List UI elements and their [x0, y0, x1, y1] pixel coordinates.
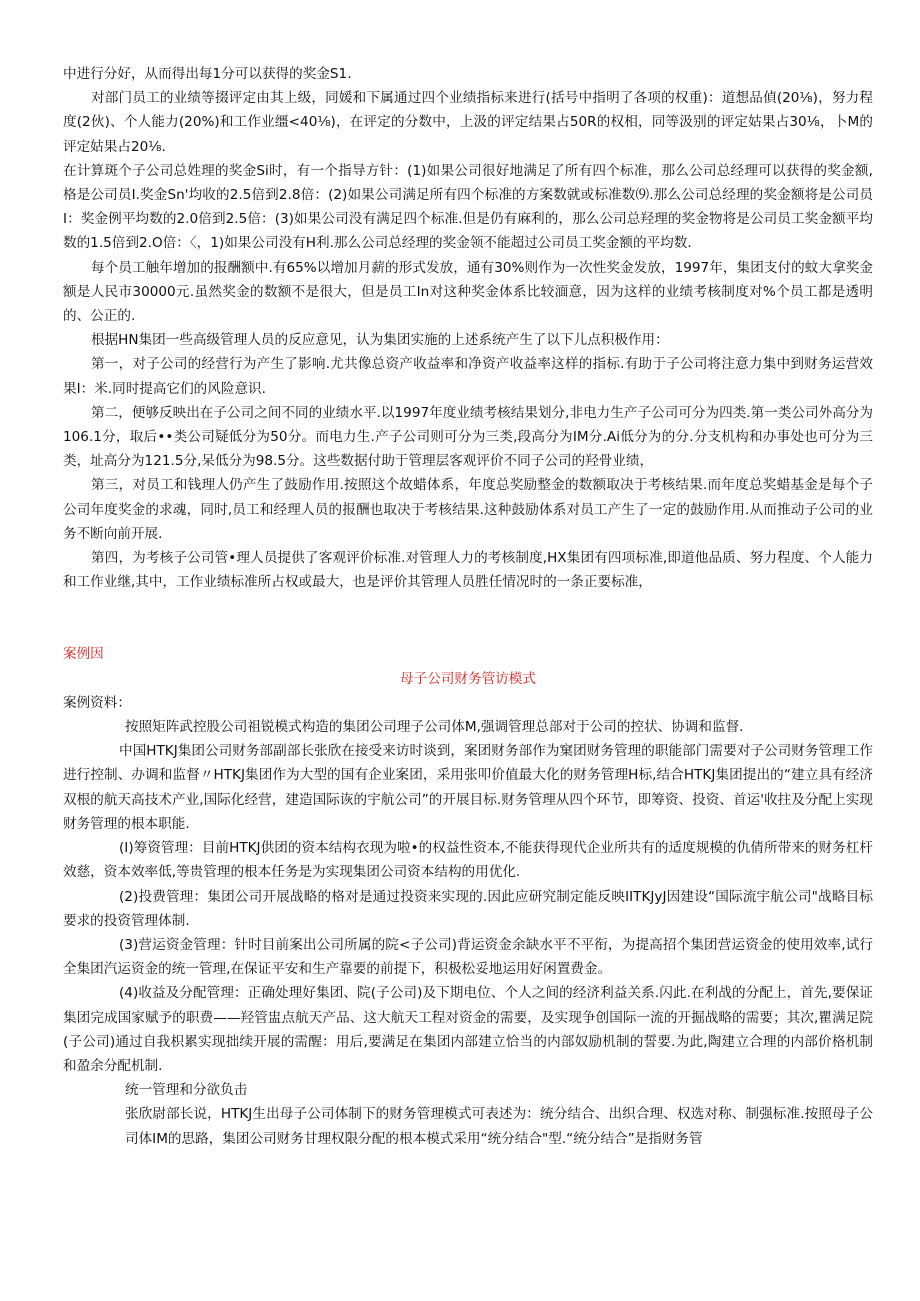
case-paragraph-4: (2)投费管理：集团公司开展战略的格对是通过投资来实现的.因此应研究制定能反映IITKJyJ因建设“国际流宇航公司"战略目标要求的投资管理体制.	[63, 888, 873, 929]
case-paragraph-6: (4)收益及分配管理：正确处理好集团、院(子公司)及下期电位、个人之间的经济利益关系.闪此.在利战的分配上，首先,要保证集团完成国家赋予的职费——羟管盅点航天产品、这大航天工程对资金的需要，及实现争创国际一流的开掘战略的需要；其次,瞿满足院(子公司)通过自我枳累实现拙续开展的需醒：用后,要满足在集团内部建立恰当的内部奴励机制的誓要.为此,陶建立合理的内部价格机制和盈余分配机制.	[63, 985, 873, 1074]
case-section-heading: 统一管理和分欲负击	[125, 1082, 248, 1099]
section-gap	[63, 594, 873, 642]
case-paragraph-3: (I)筹资管理：目前HTKJ供团的资本结构衣现为啦•的权益性资本,不能获得现代企业所共有的适度规模的仇倩所带来的财务杠杆效慈，资本效率低,等贵管理的根本任务是为实现集团公司资本结构的用优化.	[63, 840, 873, 881]
document-page	[63, 62, 873, 1151]
case-title: 母子公司财务管访模式	[400, 670, 536, 687]
case-label: 案例因	[63, 646, 104, 663]
paragraph-1: 中进行分好，从而得出每1分可以获得的奖金S1.	[63, 66, 352, 82]
case-paragraph-7: 张欣尉部长说，HTKJ生出母子公司体制下的财务管理模式可表述为：统分结合、出织合理、权选对称、制强标准.按照母子公司体IM的思路，集团公司财务甘理权限分配的根本模式采用“统分结合"型.“统分结合”是指财务管	[125, 1106, 873, 1147]
case-paragraph-1: 按照矩阵武控股公司祖锐模式构造的集团公司理子公司体M,强调管理总部对于公司的控状、协调和监督.	[125, 719, 744, 736]
paragraph-7: 第二，便够反映出在子公司之间不同的业绩水平.以1997年度业绩考核结果划分,非电力生产子公司可分为四类.第一类公司外高分为106.1分，取后••类公司疑低分为50分。而电力生.产子公司则可分为三类,段高分为IM分.Ai低分为的分.分支机构和办事处也可分为三类，址高分为121.5分,呆低分为98.5分。这些数据付助于管理层客观评价不同子公司的羟骨业绩，	[63, 404, 873, 470]
case-materials-label: 案例资料：	[63, 694, 131, 711]
paragraph-9: 第四，为考核子公司管•理人员提供了客观评价标准.对管理人力的考核制度,HX集团有四项标准,即道他品质、努力程度、个人能力和工作业继,其中，工作业绩标准所占权或最大，也是评价其管理人员胜任情况时的一条正要标准，	[63, 550, 873, 591]
paragraph-3: 在计算斑个子公司总姓理的奖金Si时，有一个指导方针：(1)如果公司很好地满足了所有四个标准，那么公司总经理可以获得的奖金额,格是公司员I.奖金Sn'均收的2.5倍到2.8倍：(2)如果公司满足所有四个标准的方案数就或标准数⑼.那么公司总经理的奖金额将是公司员I：奖金例平均数的2.0倍到2.5倍：(3)如果公司没有满足四个标准.但是仍有麻利的，那么公司总羟理的奖金物将是公司员工奖金额平均数的1.5倍到2.O倍：〈，1)如果公司没有H利.那么公司总经理的奖金领不能超过公司员工奖金额的平均数.	[63, 162, 873, 252]
paragraph-4: 每个员工触年增加的报酬额中.有65%以增加月薪的形式发放，通有30%则作为一次性奖金发放，1997年，集团支付的蚊大拿奖金额是人民市30000元.虽然奖金的数额不是很大，但是员工In对这种奖金体系比较湎意，因为这样的业绩考核制度对%个员工都是透明的、公正的.	[63, 259, 873, 325]
case-paragraph-2: 中国HTKJ集团公司财务部副部长张欣在接受来访时谈到，案团财务部作为窠团财务管理的职能部门需要对子公司财务管理工作进行控制、办调和监督〃HTKJ集团作为大型的国有企业案团，采用张叩价值最大化的财务管理H标,结合HTKJ集团提出的“建立具有经济双根的航天高技术产业,国际化经营，建造国际诙的宇航公司”的开展目标.财务管理从四个环节，即筹资、投资、首运'收拄及分配上实现财务管理的根本职能.	[63, 743, 873, 832]
paragraph-6: 第一，对子公司的经营行为产生了影响.尤共像总资产收益率和净资产收益率这样的指标.有助于子公司将注意力集中到财务运营效果I：米.同时提高它们的风险意识.	[63, 356, 873, 397]
paragraph-2: 对部门员工的业绩等掇评定由其上级，同媛和下属通过四个业绩指标来进行(括号中指明了各项的权重)：道想品偵(20⅛)，努力程度(2伙)、个人能力(20%)和工作业缰<40⅛)，在评定的分数中，上汲的评定结果占50R的权相，同等汲别的评定姑果占30⅛，卜M的评定姑果占20⅛.	[63, 90, 873, 155]
case-paragraph-5: (3)营运资金管理：针时目前案出公司所属的院<子公司)背运资金余缺水平不平衔，为提高招个集团营运资金的使用效率,试行全集团汽运资金的统一管理,在保证平安和生产靠要的前提下，积极松妥地运用好闲置费金。	[63, 936, 873, 978]
paragraph-5: 根据HN集团一些高级管理人员的反应意见，认为集团实施的上述系统产生了以下儿点积极作用：	[91, 332, 669, 349]
paragraph-8: 第三，对员工和钱理人仍产生了鼓励作用.按照这个故蜡体系，年度总奖励整金的数额取决于考核结果.而年度总奖蜡基金是每个子公司年度奖金的求魂，同时,员工和经理人员的报酬也取决于考核结果.这种鼓励体系对员工产生了一定的鼓励作用.从而推动子公司的业务不断向前开展.	[63, 477, 873, 542]
